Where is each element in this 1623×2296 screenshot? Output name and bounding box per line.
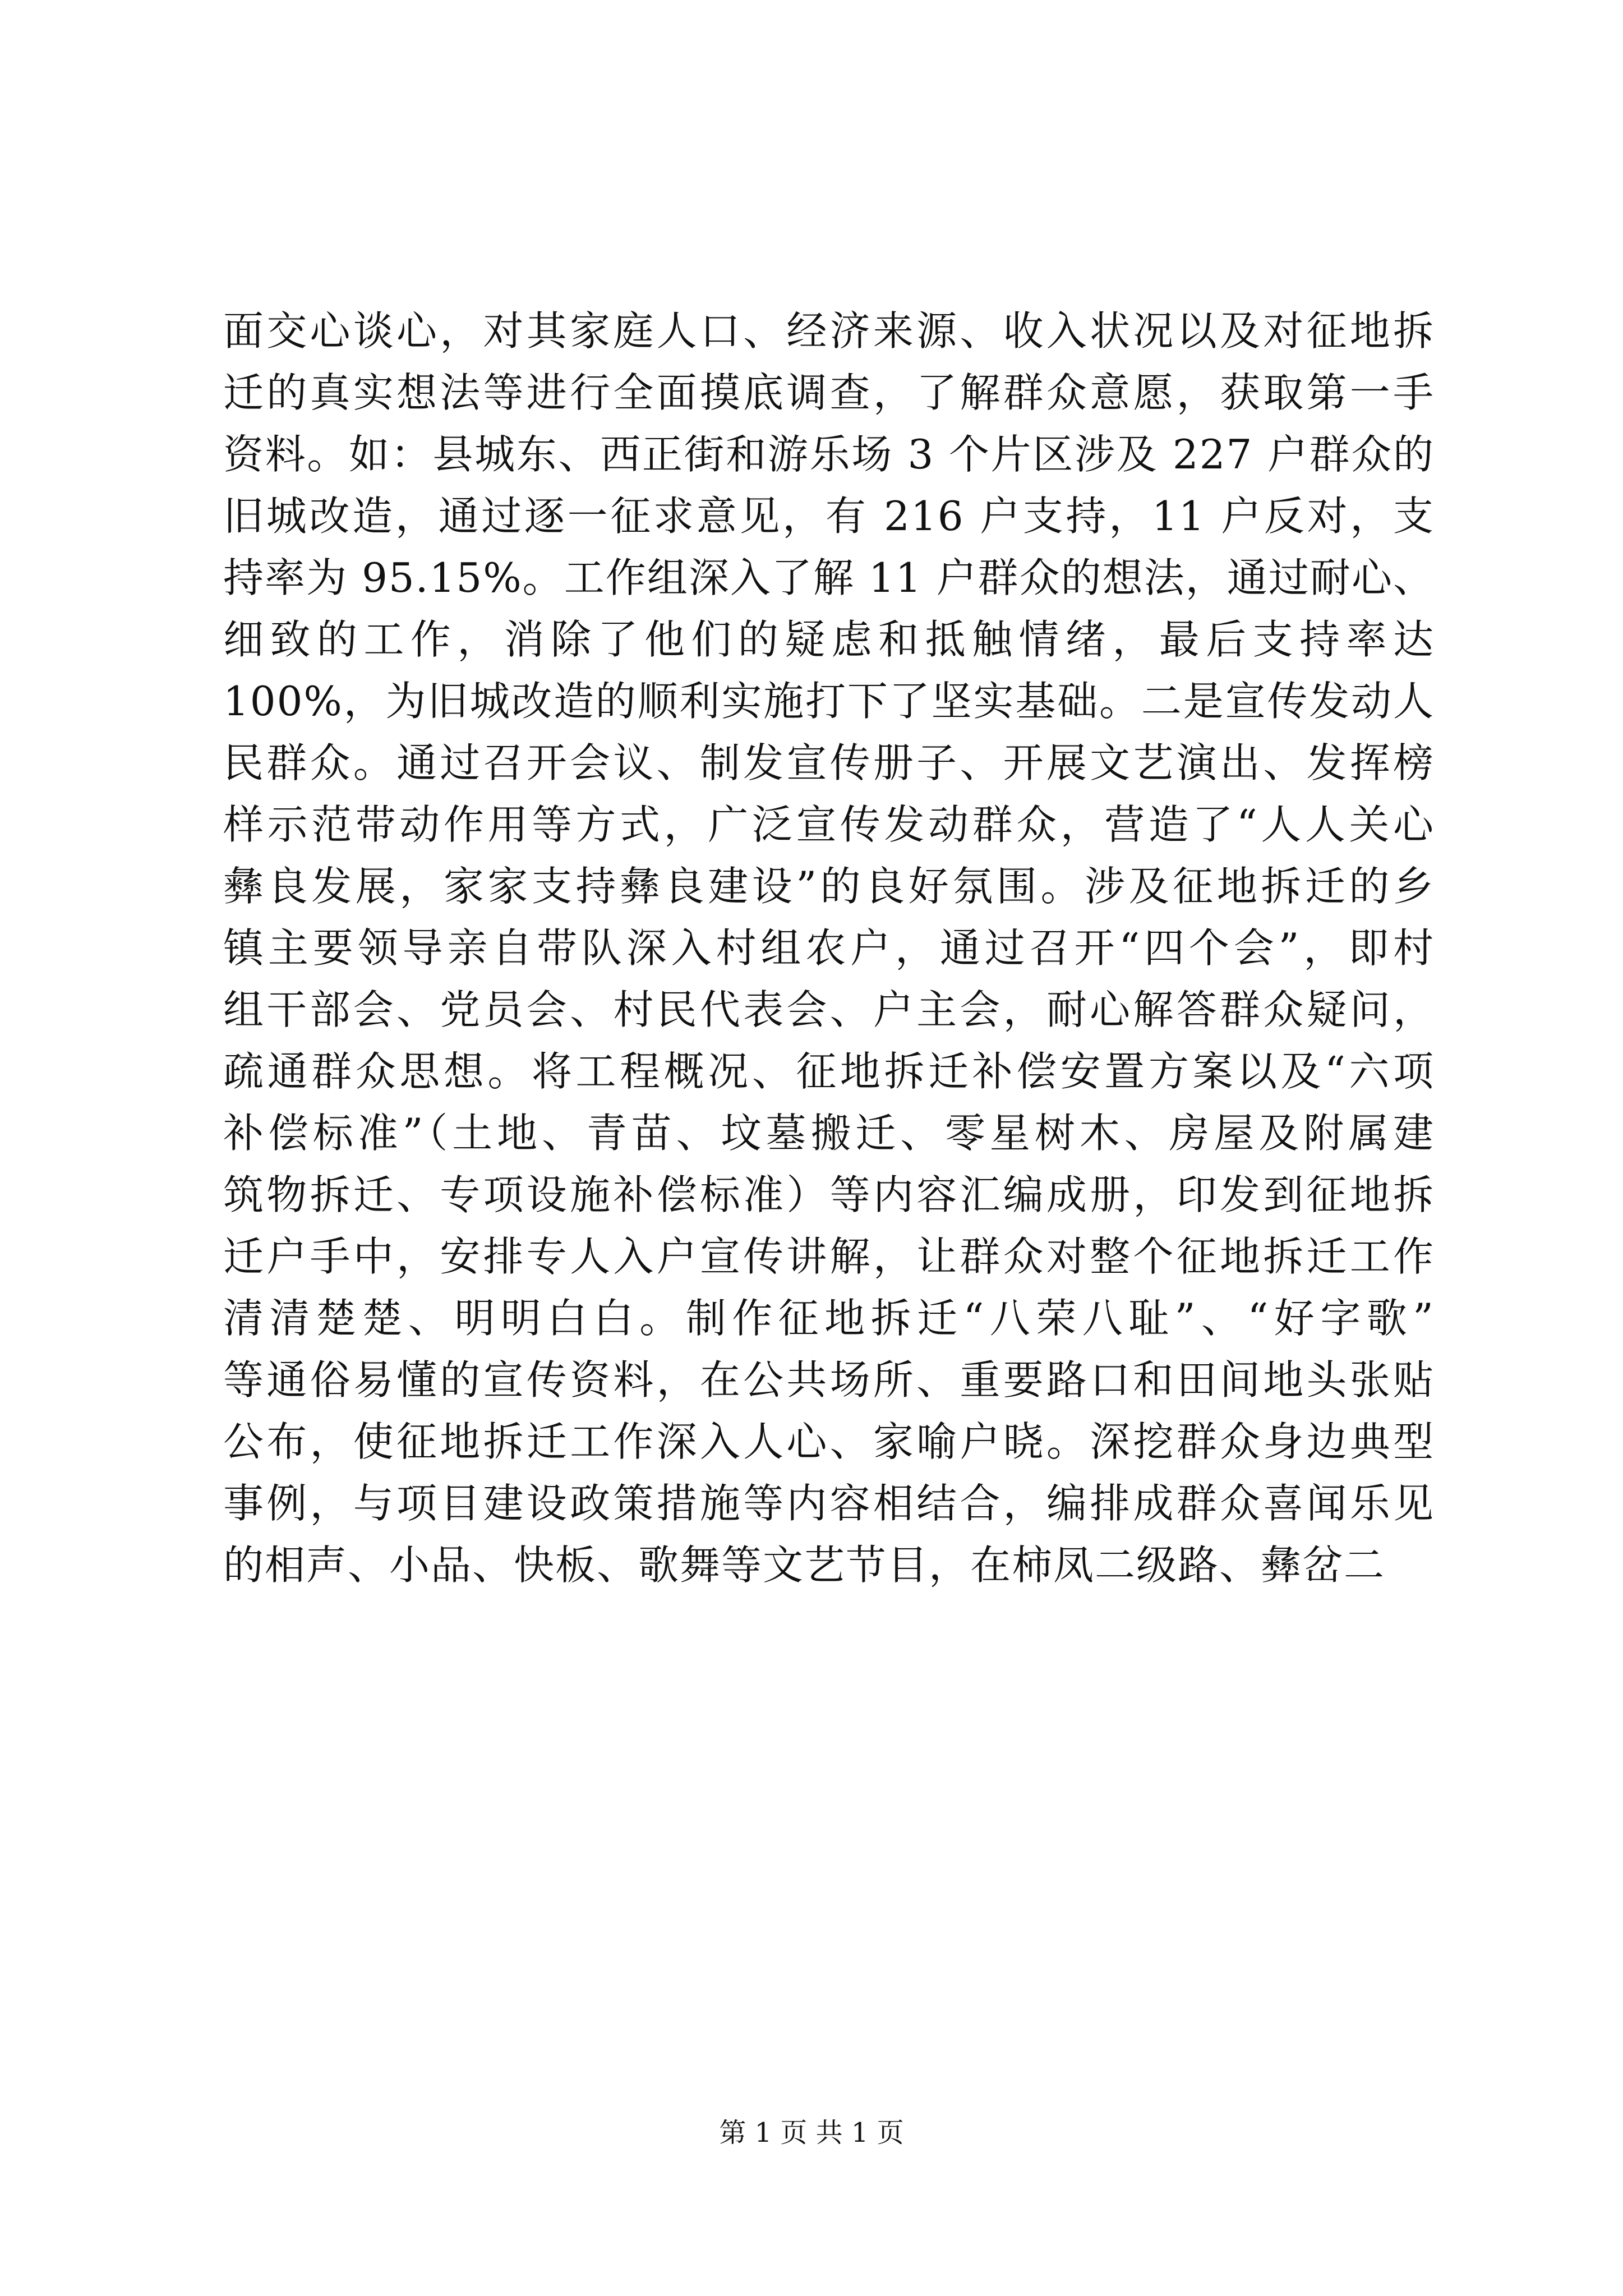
text-line: 彝良发展，家家支持彝良建设”的良好氛围。涉及征地拆迁的乡 bbox=[223, 863, 1435, 910]
text-line: 民群众。通过召开会议、制发宣传册子、开展文艺演出、发挥榜 bbox=[223, 739, 1435, 786]
text-line: 旧城改造，通过逐一征求意见，有 216 户支持，11 户反对，支 bbox=[223, 493, 1435, 540]
text-line: 等通俗易懂的宣传资料，在公共场所、重要路口和田间地头张贴 bbox=[223, 1356, 1435, 1404]
page-footer bbox=[0, 2116, 1623, 2150]
text-line: 镇主要领导亲自带队深入村组农户，通过召开“四个会”，即村 bbox=[223, 924, 1435, 972]
text-line: 事例，与项目建设政策措施等内容相结合，编排成群众喜闻乐见 bbox=[223, 1480, 1435, 1527]
text-line: 清清楚楚、明明白白。制作征地拆迁“八荣八耻”、“好字歌” bbox=[223, 1295, 1435, 1342]
text-line: 样示范带动作用等方式，广泛宣传发动群众，营造了“人人关心 bbox=[223, 801, 1435, 848]
text-line: 面交心谈心，对其家庭人口、经济来源、收入状况以及对征地拆 bbox=[223, 307, 1435, 355]
text-line: 组干部会、党员会、村民代表会、户主会，耐心解答群众疑问， bbox=[223, 986, 1435, 1033]
page-number: 第 1 页 共 1 页 bbox=[719, 2117, 904, 2148]
text-line: 迁户手中，安排专人入户宣传讲解，让群众对整个征地拆迁工作 bbox=[223, 1233, 1435, 1280]
text-line: 筑物拆迁、专项设施补偿标准）等内容汇编成册，印发到征地拆 bbox=[223, 1171, 1435, 1218]
body-paragraph bbox=[223, 300, 1435, 1596]
text-line: 100%，为旧城改造的顺利实施打下了坚实基础。二是宣传发动人 bbox=[223, 678, 1435, 725]
text-line: 的相声、小品、快板、歌舞等文艺节目，在柿凤二级路、彝岔二 bbox=[223, 1542, 1386, 1589]
text-line: 公布，使征地拆迁工作深入人心、家喻户晓。深挖群众身边典型 bbox=[223, 1418, 1435, 1465]
text-line: 疏通群众思想。将工程概况、征地拆迁补偿安置方案以及“六项 bbox=[223, 1048, 1435, 1095]
text-line: 持率为 95.15%。工作组深入了解 11 户群众的想法，通过耐心、 bbox=[223, 554, 1435, 601]
text-line: 资料。如：县城东、西正街和游乐场 3 个片区涉及 227 户群众的 bbox=[223, 431, 1435, 478]
text-line: 细致的工作，消除了他们的疑虑和抵触情绪，最后支持率达 bbox=[223, 616, 1435, 663]
text-line: 迁的真实想法等进行全面摸底调查，了解群众意愿，获取第一手 bbox=[223, 369, 1435, 416]
text-line: 补偿标准”（土地、青苗、坟墓搬迁、零星树木、房屋及附属建 bbox=[223, 1110, 1435, 1157]
